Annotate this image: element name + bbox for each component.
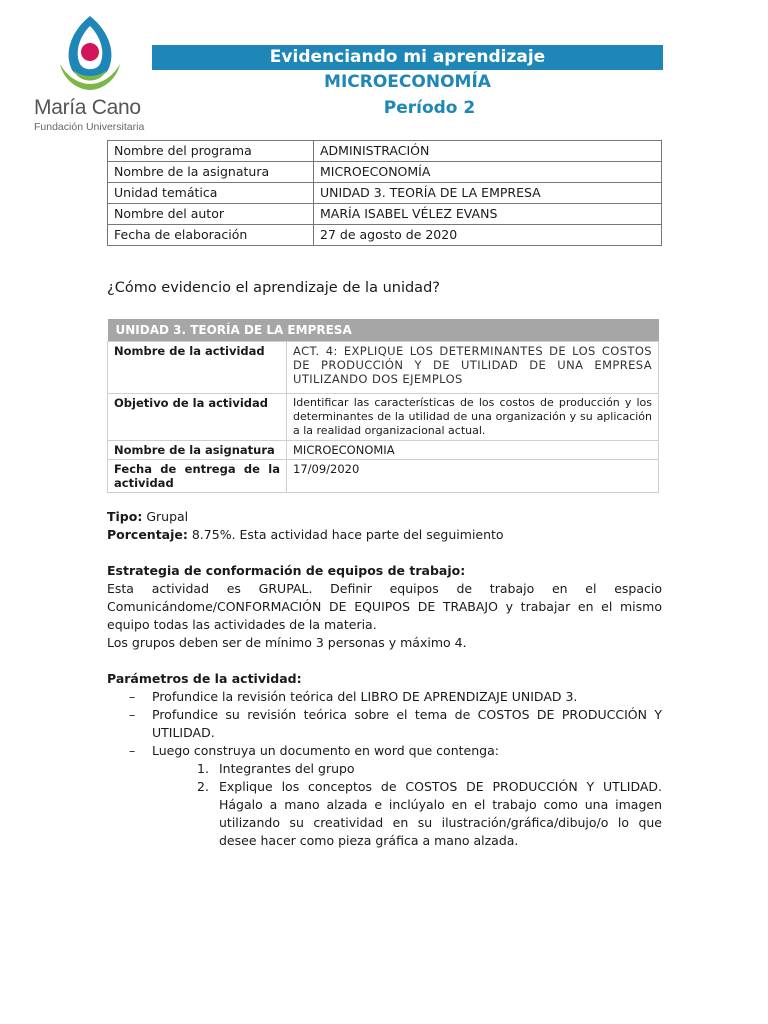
table-row <box>108 394 659 441</box>
table-row <box>108 441 659 460</box>
info-label: Fecha de elaboración <box>108 225 314 246</box>
info-value: MICROECONOMÍA <box>314 162 662 183</box>
table-row <box>108 183 662 204</box>
activity-value: 17/09/2020 <box>287 460 659 493</box>
period-title: Período 2 <box>383 98 476 118</box>
estrategia-section <box>107 562 662 652</box>
tipo-line <box>107 508 662 526</box>
estrategia-heading: Estrategia de conformación de equipos de trabajo: <box>107 563 466 578</box>
parametros-heading: Parámetros de la actividad: <box>107 671 302 686</box>
activity-table-header: UNIDAD 3. TEORÍA DE LA EMPRESA <box>108 319 659 342</box>
activity-value: ACT. 4: EXPLIQUE LOS DETERMINANTES DE LOS COSTOS DE PRODUCCIÓN Y DE UTILIDAD DE UNA EMPRESA UTILIZANDO DOS EJEMPLOS <box>287 342 659 394</box>
list-item: 1. Integrantes del grupo <box>197 761 355 776</box>
info-value: ADMINISTRACIÓN <box>314 141 662 162</box>
info-label: Nombre de la asignatura <box>108 162 314 183</box>
list-item: 2. Explique los conceptos de COSTOS DE PRODUCCIÓN Y UTLIDAD. Hágalo a mano alzada e inclúyalo en el trabajo como una imagen utilizando su creatividad en su ilustración/gráfica/dibujo/o lo que desee hacer como pieza gráfica a mano alzada. <box>197 779 662 848</box>
logo-subtitle: Fundación Universitaria <box>34 121 145 133</box>
list-item: – Profundice la revisión teórica del LIBRO DE APRENDIZAJE UNIDAD 3. <box>129 689 578 704</box>
title-banner: Evidenciando mi aprendizaje <box>152 45 663 70</box>
info-table <box>107 140 662 246</box>
list-item: – Luego construya un documento en word que contenga: <box>129 743 499 758</box>
activity-label: Fecha de entrega de la actividad <box>108 460 287 493</box>
activity-label: Nombre de la asignatura <box>108 441 287 460</box>
section-question: ¿Cómo evidencio el aprendizaje de la unidad? <box>107 280 440 296</box>
activity-value: MICROECONOMIA <box>287 441 659 460</box>
university-logo <box>30 14 150 134</box>
bullet-dash: – <box>129 689 136 704</box>
list-item: – Profundice su revisión teórica sobre el tema de COSTOS DE PRODUCCIÓN Y UTILIDAD. <box>129 707 662 740</box>
activity-label: Nombre de la actividad <box>108 342 287 394</box>
maria-cano-logo-icon <box>50 14 130 94</box>
porcentaje-line <box>107 526 662 544</box>
table-row <box>108 204 662 225</box>
bullet-dash: – <box>129 707 136 722</box>
activity-table <box>107 319 659 493</box>
table-row <box>108 141 662 162</box>
info-value: MARÍA ISABEL VÉLEZ EVANS <box>314 204 662 225</box>
info-label: Nombre del programa <box>108 141 314 162</box>
porcentaje-label: Porcentaje: <box>107 527 188 542</box>
estrategia-paragraph: Esta actividad es GRUPAL. Definir equipos de trabajo en el espacio Comunicándome/CONFORMACIÓN DE EQUIPOS DE TRABAJO y trabajar en el mismo equipo todas las actividades de la materia. <box>107 581 662 632</box>
porcentaje-value: 8.75%. Esta actividad hace parte del seguimiento <box>191 527 504 542</box>
subject-title: MICROECONOMÍA <box>324 72 491 92</box>
tipo-value: Grupal <box>146 509 189 524</box>
bullet-dash: – <box>129 743 136 758</box>
activity-value: Identificar las características de los costos de producción y los determinantes de la utilidad de una organización y su aplicación a la realidad organizacional actual. <box>287 394 659 441</box>
parametros-list <box>107 688 662 760</box>
table-row <box>108 225 662 246</box>
table-row <box>108 460 659 493</box>
info-value: UNIDAD 3. TEORÍA DE LA EMPRESA <box>314 183 662 204</box>
info-label: Unidad temática <box>108 183 314 204</box>
table-row <box>108 162 662 183</box>
parametros-section <box>107 670 662 850</box>
estrategia-paragraph: Los grupos deben ser de mínimo 3 personas y máximo 4. <box>107 635 467 650</box>
numbered-list <box>107 760 662 850</box>
table-row <box>108 342 659 394</box>
tipo-label: Tipo: <box>107 509 143 524</box>
info-value: 27 de agosto de 2020 <box>314 225 662 246</box>
info-label: Nombre del autor <box>108 204 314 225</box>
activity-label: Objetivo de la actividad <box>108 394 287 441</box>
logo-name: María Cano <box>34 96 141 119</box>
